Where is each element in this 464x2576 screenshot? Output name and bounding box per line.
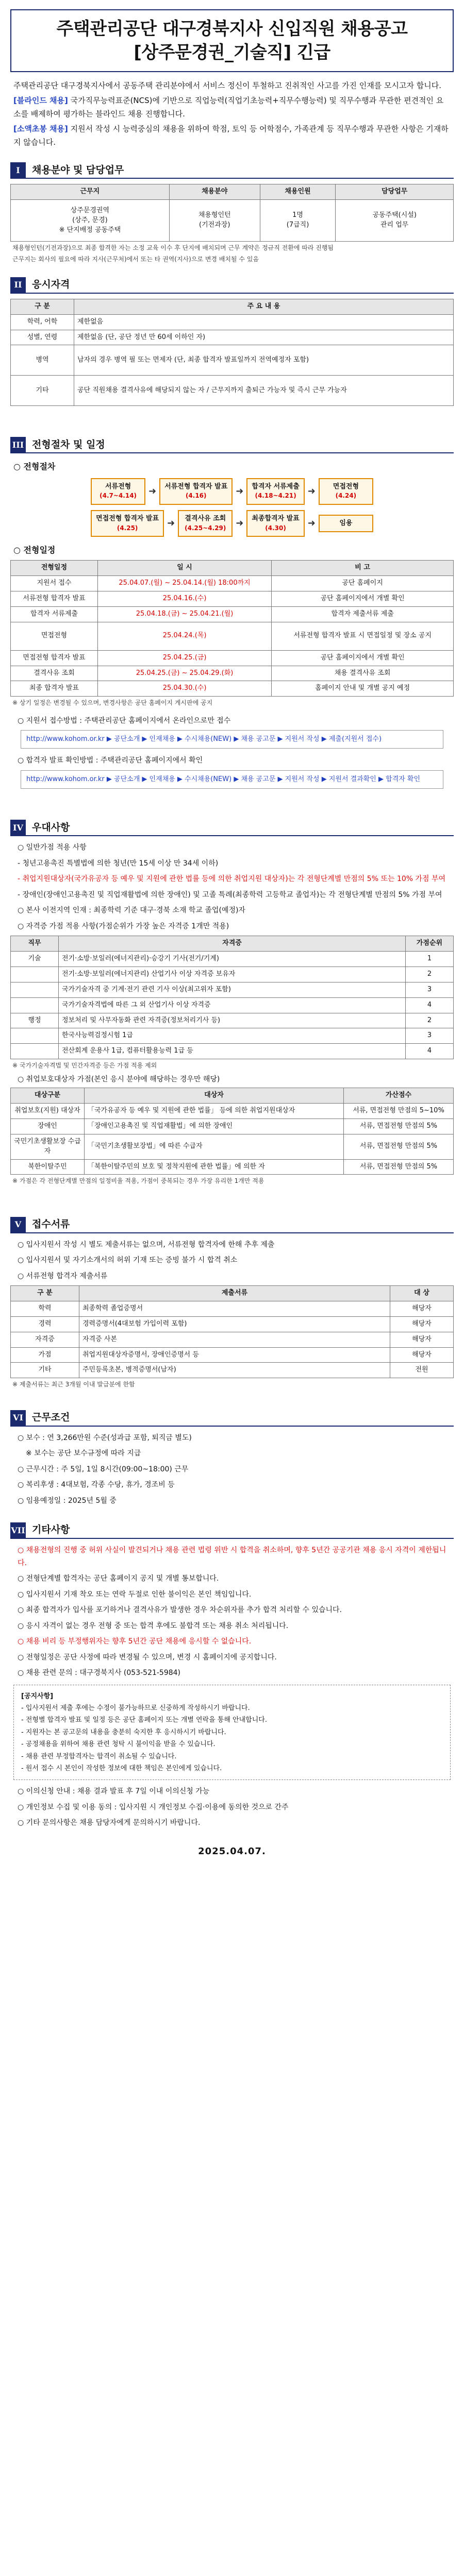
intro-p3-text: 지원서 작성 시 능력중심의 채용을 위하여 학점, 토익 등 어학점수, 가족관계 등 직무수행과 무관한 사항은 기재하지 않습니다.: [13, 124, 449, 147]
flow-step-name: 최종합격자 발표: [252, 514, 300, 522]
flow-step-name: 임용: [339, 519, 353, 527]
vet-td: 서류, 면접전형 만점의 5~10%: [344, 1104, 454, 1119]
intro-p2-text: 국가직무능력표준(NCS)에 기반으로 직업능력(직업기초능력+직무수행능력) 및 직무수행과 무관한 편견적인 요소를 배제하여 평가하는 블라인드 채용 진행합니다.: [13, 96, 444, 118]
docs-td: 경력증명서(4대보험 가입이력 포함): [79, 1316, 390, 1332]
etc-block-2: [18, 1785, 451, 1829]
sched-th: 일 시: [97, 561, 271, 576]
arrow-right-icon: ➜: [307, 517, 316, 529]
job-th: 채용분야: [169, 184, 260, 200]
job-th: 채용인원: [260, 184, 336, 200]
lic-td: [11, 1028, 59, 1044]
notice-box-item: - 공정채용을 위하여 채용 관련 청탁 시 불이익을 받을 수 있습니다.: [21, 1740, 216, 1749]
sched-td: 25.04.30.(수): [97, 681, 271, 697]
section-3-num: III: [10, 437, 26, 452]
flow-step-date: (4.7~4.14): [100, 492, 137, 500]
lic-td: 2: [406, 967, 454, 982]
section-7-header: [10, 1522, 454, 1539]
arrow-right-icon: ➜: [307, 485, 316, 497]
section-5-title: 접수서류: [32, 1218, 70, 1230]
lic-td: 국가기술자격 중 기계·전기 관련 기사 이상(최고위자 포함): [59, 982, 406, 997]
vet-note: ※ 가점은 각 전형단계별 만점의 일정비율 적용, 가점이 중복되는 경우 가장 유리한 1개만 적용: [12, 1177, 264, 1185]
flow-step: [246, 478, 304, 505]
result-box: [21, 770, 443, 789]
sched-td: 공단 홈페이지에서 개별 확인: [272, 591, 454, 606]
lic-td: 한국사능력검정시험 1급: [59, 1028, 406, 1044]
docs-td: 해당자: [390, 1332, 454, 1347]
vet-td: 「국가유공자 등 예우 및 지원에 관한 법률」 등에 의한 취업지원대상자: [85, 1104, 344, 1119]
title-line1: 주택관리공단 대구경북지사 신입직원 채용공고: [56, 19, 408, 39]
docs-td: 최종학력 졸업증명서: [79, 1301, 390, 1317]
section-5-num: V: [10, 1217, 26, 1232]
sched-td: 채용 결격사유 조회: [272, 666, 454, 681]
pref-item: ○ 자격증 가점 적용 사항(가점순위가 가장 높은 자격증 1개만 적용): [18, 922, 229, 930]
flow-step-name: 서류전형: [105, 482, 131, 490]
qual-td: 병역: [11, 345, 74, 376]
docs-td: 취업지원대상자증명서, 장애인증명서 등: [79, 1347, 390, 1363]
sched-td: 25.04.18.(금) ~ 25.04.21.(월): [97, 606, 271, 622]
flow-step: [246, 510, 304, 537]
result-method: ○ 합격자 발표 확인방법 : 주택관리공단 홈페이지에서 확인: [18, 756, 203, 765]
work-item: ○ 근무시간 : 주 5일, 1일 8시간(09:00~18:00) 근무: [18, 1465, 189, 1473]
sched-td: 최종 합격자 발표: [11, 681, 98, 697]
flow-step-date: (4.16): [185, 492, 207, 500]
lic-note: ※ 국가기술자격법 및 민간자격증 등은 가점 적용 제외: [12, 1062, 157, 1070]
qual-th: 주 요 내 용: [74, 299, 454, 314]
section-6-num: VI: [10, 1410, 26, 1426]
lic-td: 행정: [11, 1013, 59, 1028]
section-4-title: 우대사항: [32, 821, 70, 833]
notice-box-item: - 원서 접수 시 본인이 작성한 정보에 대한 책임은 본인에게 있습니다.: [21, 1765, 222, 1773]
sched-td: 25.04.25.(금): [97, 650, 271, 666]
etc-item: ○ 채용 관련 문의 : 대구경북지사 (053-521-5984): [18, 1669, 181, 1677]
job-note-2: 근무지는 회사의 필요에 따라 지사(근무처)에서 또는 타 권역(지사)으로 변경 배치될 수 있음: [12, 255, 259, 263]
sched-th: 비 고: [272, 561, 454, 576]
footer-date: 2025.04.07.: [198, 1845, 266, 1857]
title-box: [10, 9, 454, 72]
vet-th: 가산점수: [344, 1088, 454, 1104]
docs-th: 구 분: [11, 1286, 79, 1301]
flow-step: [91, 478, 145, 505]
pref-item: - 취업지원대상자(국가유공자 등 예우 및 지원에 관한 법률 등에 의한 취업지원 대상자)는 각 전형단계별 만점의 5% 또는 10% 가점 부여: [18, 875, 446, 884]
flow-step-date: (4.25): [117, 524, 138, 532]
section-5-header: [10, 1217, 454, 1233]
schedule-note: ※ 상기 일정은 변경될 수 있으며, 변경사항은 공단 홈페이지 게시판에 공지: [12, 699, 213, 707]
section-1-title: 채용분야 및 담당업무: [32, 164, 124, 176]
docs-td: 주민등록초본, 병적증명서(남자): [79, 1363, 390, 1378]
flow-step-date: (4.24): [335, 492, 357, 500]
vet-td: 북한이탈주민: [11, 1159, 85, 1175]
docs-td: 해당자: [390, 1347, 454, 1363]
job-table: [10, 184, 454, 242]
section-6-title: 근무조건: [32, 1411, 70, 1423]
section-2-header: [10, 277, 454, 294]
docs-th: 제출서류: [79, 1286, 390, 1301]
etc-item: ○ 전형단계별 합격자는 공단 홈페이지 공지 및 개별 통보합니다.: [18, 1574, 219, 1583]
docs-td: 가점: [11, 1347, 79, 1363]
flow-step-name: 면접전형 합격자 발표: [96, 514, 159, 522]
veteran-table: [10, 1088, 454, 1175]
lic-td: 3: [406, 982, 454, 997]
process-flow-row1: [10, 478, 454, 505]
intro-p1: 주택관리공단 대구경북지사에서 공동주택 관리분야에서 서비스 정신이 투철하고 진취적인 사고를 가진 인재를 모시고자 합니다.: [13, 80, 441, 90]
etc-item: ○ 입사지원서 기재 착오 또는 연락 두절로 인한 불이익은 본인 책임입니다.: [18, 1590, 252, 1599]
lic-th: 가점순위: [406, 936, 454, 952]
work-item: ○ 복리후생 : 4대보험, 각종 수당, 휴가, 경조비 등: [18, 1481, 175, 1489]
work-item: ○ 임용예정일 : 2025년 5월 중: [18, 1496, 117, 1505]
notice-box-item: - 지원자는 본 공고문의 내용을 충분히 숙지한 후 응시하시기 바랍니다.: [21, 1728, 226, 1736]
lic-td: 4: [406, 997, 454, 1013]
vet-td: 서류, 면접전형 만점의 5%: [344, 1134, 454, 1159]
sched-td: 25.04.07.(월) ~ 25.04.14.(월) 18:00까지: [97, 576, 271, 591]
sched-td: 25.04.24.(목): [97, 622, 271, 650]
flow-step: [159, 478, 233, 505]
section-7-num: VII: [10, 1522, 26, 1538]
arrow-right-icon: ➜: [236, 517, 244, 529]
flow-step-date: (4.30): [265, 524, 286, 532]
lic-td: [11, 1044, 59, 1059]
notice-box-item: - 입사지원서 제출 후에는 수정이 불가능하므로 신중하게 작성하시기 바랍니다.: [21, 1704, 250, 1713]
arrow-right-icon: ➜: [236, 485, 244, 497]
intro-p3: [13, 123, 451, 149]
sched-td: 합격자 제출서류 제출: [272, 606, 454, 622]
work-item: ※ 보수는 공단 보수규정에 따라 지급: [26, 1449, 141, 1458]
docs-td: 자격증 사본: [79, 1332, 390, 1347]
etc-item: ○ 채용 비리 등 부정행위자는 향후 5년간 공단 채용에 응시할 수 없습니다.: [18, 1637, 252, 1646]
section-4-header: [10, 820, 454, 836]
title-line2: [상주문경권_기술직] 긴급: [134, 42, 330, 63]
lic-td: [11, 967, 59, 982]
lic-td: 1: [406, 952, 454, 967]
section-3-header: [10, 437, 454, 453]
lic-td: 전기·소방·보일러(에너지관리) 산업기사 이상 자격증 보유자: [59, 967, 406, 982]
lic-td: 정보처리 및 사무자동화 관련 자격증(정보처리기사 등): [59, 1013, 406, 1028]
flow-step-date: (4.25~4.29): [185, 524, 226, 532]
flow-step: [319, 478, 373, 505]
process-flow-row2: [10, 510, 454, 537]
etc-item: ○ 이의신청 안내 : 채용 결과 발표 후 7일 이내 이의신청 가능: [18, 1787, 210, 1796]
docs-item: ○ 서류전형 합격자 제출서류: [18, 1272, 108, 1280]
qual-th: 구 분: [11, 299, 74, 314]
lic-td: 전기·소방·보일러(에너지관리)·승강기 기사(전기/기계): [59, 952, 406, 967]
sched-td: 서류전형 합격자 발표: [11, 591, 98, 606]
flow-step: [319, 515, 373, 533]
lic-td: [11, 982, 59, 997]
lic-td: 전산회계 운용사 1급, 컴퓨터활용능력 1급 등: [59, 1044, 406, 1059]
section-4-num: IV: [10, 820, 26, 835]
job-td: 공동주택(시설) 관리 업무: [336, 200, 454, 242]
docs-note: ※ 제출서류는 최근 3개월 이내 발급분에 한함: [12, 1381, 135, 1388]
notice-box: [13, 1685, 451, 1781]
blind-label: [블라인드 채용]: [13, 96, 68, 106]
lic-td: [11, 997, 59, 1013]
etc-item: ○ 기타 문의사항은 채용 담당자에게 문의하시기 바랍니다.: [18, 1819, 201, 1827]
vet-td: 「북한이탈주민의 보호 및 정착지원에 관한 법률」에 의한 자: [85, 1159, 344, 1175]
docs-td: 해당자: [390, 1316, 454, 1332]
lic-th: 직무: [11, 936, 59, 952]
vet-td: 「국민기초생활보장법」에 따른 수급자: [85, 1134, 344, 1159]
vet-td: 국민기초생활보장 수급자: [11, 1134, 85, 1159]
flow-step-name: 면접전형: [333, 482, 359, 490]
arrow-right-icon: ➜: [148, 485, 157, 497]
notice-box-item: - 전형별 합격자 발표 및 일정 등은 공단 홈페이지 또는 개별 연락을 통해 안내합니다.: [21, 1716, 267, 1724]
small-label: [소액초봉 채용]: [13, 124, 68, 134]
docs-td: 경력: [11, 1316, 79, 1332]
sched-td: 지원서 접수: [11, 576, 98, 591]
section-1-num: I: [10, 162, 26, 178]
arrow-right-icon: ➜: [167, 517, 175, 529]
docs-th: 대 상: [390, 1286, 454, 1301]
job-td: 상주문경권역 (상주, 문경) ※ 단지배정 공동주택: [11, 200, 170, 242]
docs-table: [10, 1285, 454, 1378]
qual-td: 제한없음: [74, 314, 454, 330]
docs-td: 해당자: [390, 1301, 454, 1317]
pref-block: [18, 841, 451, 933]
sched-td: 공단 홈페이지에서 개별 확인: [272, 650, 454, 666]
docs-td: 학력: [11, 1301, 79, 1317]
pref-item: - 청년고용촉진 특별법에 의한 청년(만 15세 이상 만 34세 이하): [18, 859, 219, 868]
notice-box-title: [공지사항]: [21, 1692, 54, 1700]
vet-th: 대상구분: [11, 1088, 85, 1104]
flow-step-name: 서류전형 합격자 발표: [164, 482, 228, 490]
docs-block: [18, 1239, 451, 1283]
lic-td: 국가기술자격법에 따른 그 외 산업기사 이상 자격증: [59, 997, 406, 1013]
etc-item: ○ 최종 합격자가 입사를 포기하거나 결격사유가 발생한 경우 차순위자를 추가 합격 처리할 수 있습니다.: [18, 1606, 342, 1615]
sched-td: 면접전형: [11, 622, 98, 650]
job-note-1: 채용형인턴(기전과장)으로 최종 합격한 자는 소정 교육 이수 후 단지에 배치되며 근무 계약은 정규직 전환에 따라 진행됨: [12, 244, 334, 252]
qual-td: 제한없음 (단, 공단 정년 만 60세 이하인 자): [74, 330, 454, 345]
flow-step: [91, 510, 164, 537]
sched-td: 결격사유 조회: [11, 666, 98, 681]
vet-td: 「장애인고용촉진 및 직업재활법」에 의한 장애인: [85, 1118, 344, 1134]
section-7-title: 기타사항: [32, 1524, 70, 1536]
notice-title: [16, 18, 448, 65]
vet-th: 대상자: [85, 1088, 344, 1104]
sched-td: 홈페이지 안내 및 개별 공지 예정: [272, 681, 454, 697]
flow-step-name: 합격자 서류제출: [252, 482, 300, 490]
apply-path[interactable]: http://www.kohom.or.kr ▶ 공단소개 ▶ 인재채용 ▶ 수시채용(NEW) ▶ 채용 공고문 ▶ 지원서 작성 ▶ 제출(지원서 접수): [26, 735, 382, 743]
lic-td: 4: [406, 1044, 454, 1059]
sched-td: 면접전형 합격자 발표: [11, 650, 98, 666]
work-item: ○ 보수 : 연 3,266만원 수준(성과급 포함, 퇴직금 별도): [18, 1433, 192, 1442]
job-td: 1명 (7급직): [260, 200, 336, 242]
process-subtitle: ○ 전형절차: [13, 462, 56, 472]
notice-box-item: - 채용 관련 부정합격자는 합격이 취소될 수 있습니다.: [21, 1752, 177, 1760]
qual-td: 성별, 연령: [11, 330, 74, 345]
apply-box: [21, 730, 443, 749]
work-block: [18, 1432, 451, 1507]
intro-p2: [13, 94, 451, 121]
result-path[interactable]: http://www.kohom.or.kr ▶ 공단소개 ▶ 인재채용 ▶ 수시채용(NEW) ▶ 채용 공고문 ▶ 지원서 작성 ▶ 지원서 결과확인 ▶ 합격자 확인: [26, 775, 421, 784]
qual-table: [10, 299, 454, 406]
pref-item: ○ 취업보호대상자 가점(본인 응시 분야에 해당하는 경우만 해당): [18, 1075, 220, 1083]
job-th: 담당업무: [336, 184, 454, 200]
sched-td: 공단 홈페이지: [272, 576, 454, 591]
docs-td: 기타: [11, 1363, 79, 1378]
etc-item: ○ 응시 자격이 없는 경우 전형 중 또는 합격 후에도 불합격 또는 채용 취소 처리됩니다.: [18, 1621, 289, 1630]
qual-td: 학력, 어학: [11, 314, 74, 330]
flow-step: [178, 510, 233, 537]
sched-td: 서류전형 합격자 발표 시 면접일정 및 장소 공지: [272, 622, 454, 650]
etc-item: ○ 개인정보 수집 및 이용 동의 : 입사지원 시 개인정보 수집·이용에 동의한 것으로 간주: [18, 1803, 289, 1811]
lic-th: 자격증: [59, 936, 406, 952]
vet-td: 서류, 면접전형 만점의 5%: [344, 1159, 454, 1175]
lic-td: 기술: [11, 952, 59, 967]
vet-td: 서류, 면접전형 만점의 5%: [344, 1118, 454, 1134]
docs-item: ○ 입사지원서 및 자기소개서의 허위 기재 또는 증빙 불가 시 합격 취소: [18, 1256, 238, 1265]
flow-step-name: 결격사유 조회: [185, 514, 226, 522]
sched-td: 25.04.25.(금) ~ 25.04.29.(화): [97, 666, 271, 681]
etc-item: ○ 채용전형의 진행 중 허위 사실이 발견되거나 채용 관련 법령 위반 시 합격을 취소하며, 향후 5년간 공공기관 채용 응시 자격이 제한됩니다.: [18, 1546, 446, 1567]
schedule-table: [10, 560, 454, 697]
vet-td: 장애인: [11, 1118, 85, 1134]
section-1-header: [10, 162, 454, 179]
pref-item: - 장애인(장애인고용촉진 및 직업재활법에 의한 장애인) 및 고졸 특례(최종학력 고등학교 졸업자)는 각 전형단계별 만점의 5% 가점 부여: [18, 890, 442, 899]
section-2-title: 응시자격: [32, 279, 70, 291]
pref-item: ○ 일반가점 적용 사항: [18, 843, 87, 852]
docs-item: ○ 입사지원서 작성 시 별도 제출서류는 없으며, 서류전형 합격자에 한해 추후 제출: [18, 1240, 275, 1249]
lic-td: 2: [406, 1013, 454, 1028]
flow-step-date: (4.18~4.21): [255, 492, 296, 500]
pref-item: ○ 본사 이전지역 인재 : 최종학력 기준 대구·경북 소재 학교 졸업(예정)자: [18, 906, 245, 915]
qual-td: 남자의 경우 병역 필 또는 면제자 (단, 최종 합격자 발표일까지 전역예정자 포함): [74, 345, 454, 376]
job-td: 채용형인턴 (기전과장): [169, 200, 260, 242]
section-2-num: II: [10, 277, 26, 293]
qual-td: 공단 직원채용 결격사유에 해당되지 않는 자 / 근무지까지 출퇴근 가능자 및 즉시 근무 가능자: [74, 376, 454, 406]
sched-td: 25.04.16.(수): [97, 591, 271, 606]
docs-td: 전원: [390, 1363, 454, 1378]
sched-td: 합격자 서류제출: [11, 606, 98, 622]
schedule-subtitle: ○ 전형일정: [13, 545, 56, 555]
etc-item: ○ 전형일정은 공단 사정에 따라 변경될 수 있으며, 변경 시 홈페이지에 공지합니다.: [18, 1653, 277, 1662]
docs-td: 자격증: [11, 1332, 79, 1347]
job-th: 근무지: [11, 184, 170, 200]
qual-td: 기타: [11, 376, 74, 406]
license-table: [10, 936, 454, 1059]
intro: [13, 79, 451, 149]
apply-method: ○ 지원서 접수방법 : 주택관리공단 홈페이지에서 온라인으로만 접수: [18, 716, 231, 725]
vet-td: 취업보호(지원) 대상자: [11, 1104, 85, 1119]
etc-block: [18, 1544, 451, 1680]
section-6-header: [10, 1410, 454, 1427]
section-3-title: 전형절차 및 일정: [32, 438, 105, 450]
sched-th: 전형일정: [11, 561, 98, 576]
lic-td: 3: [406, 1028, 454, 1044]
